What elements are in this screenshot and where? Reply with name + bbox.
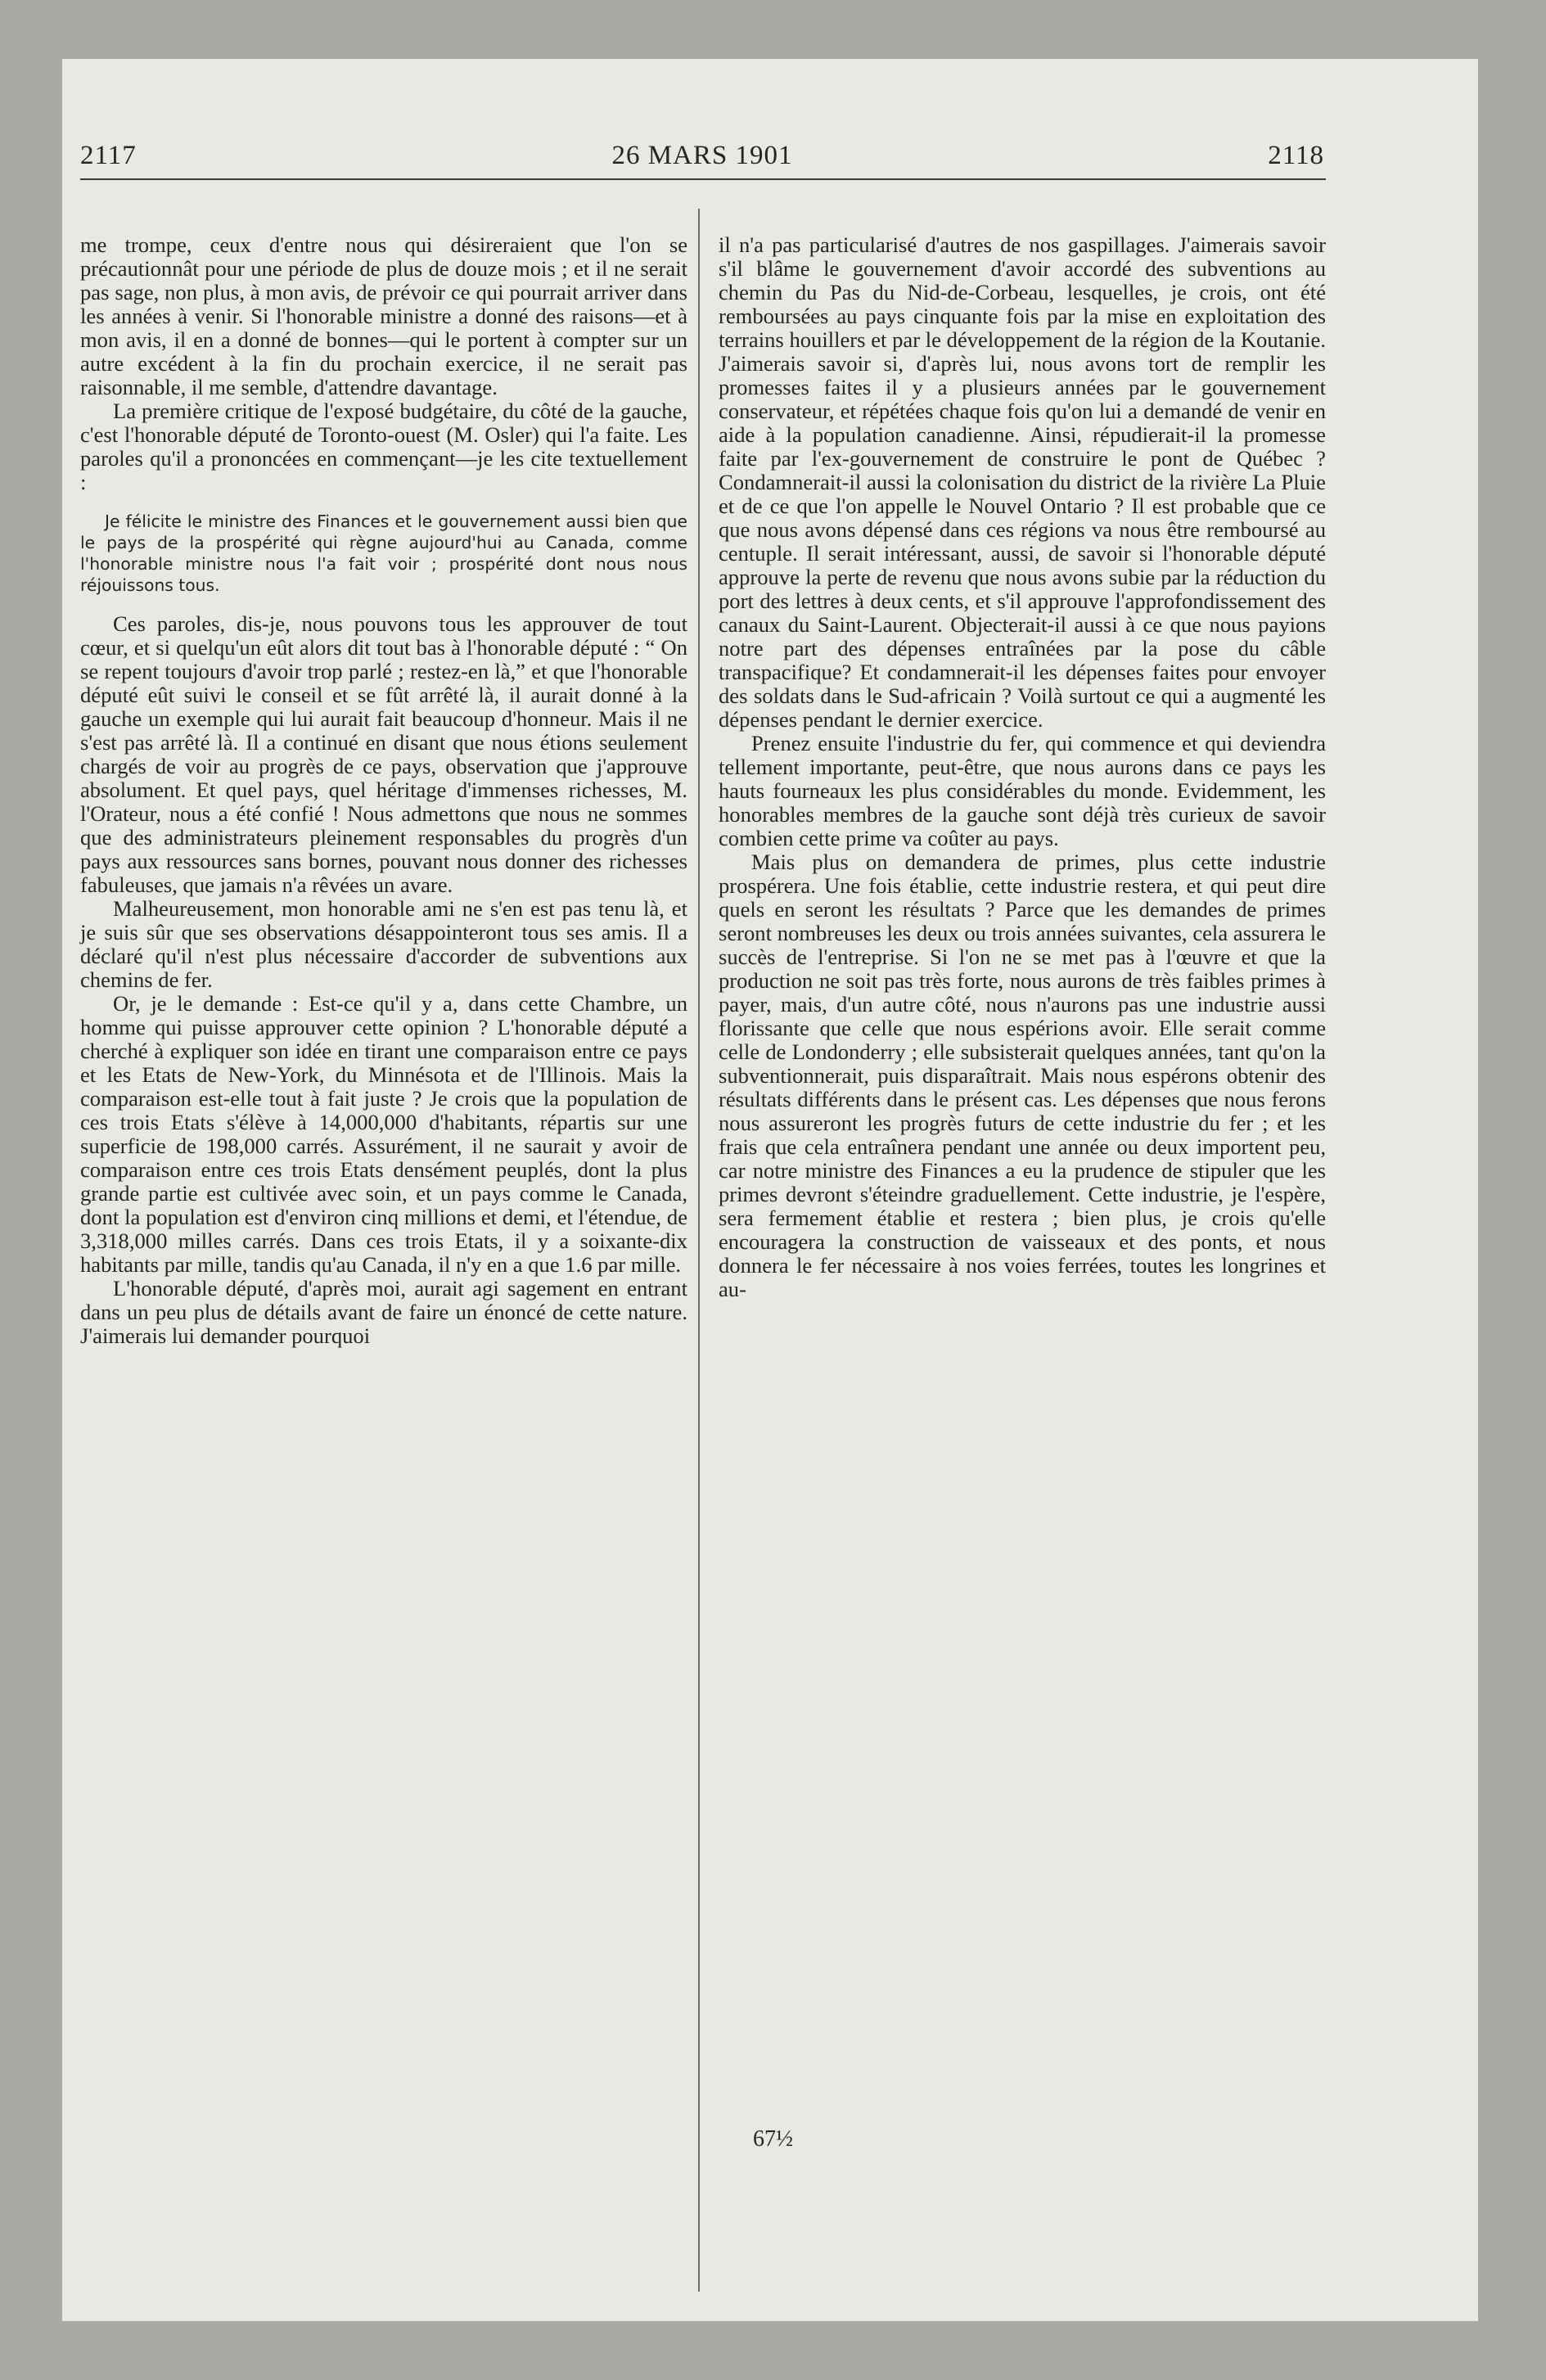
paragraph: L'honorable député, d'après moi, aurait agi sagement en entrant dans un peu plus de détails avant de faire un énoncé de cette nature. J'aimerais lui demander pourquoi bbox=[80, 1276, 687, 1348]
paragraph: Ces paroles, dis-je, nous pouvons tous les approuver de tout cœur, et si quelqu'un eût alors dit tout bas à l'honorable député : “ On se repent toujours d'avoir trop parlé ; restez-en là,” et que l'honorable député eût suivi le conseil et se fût arrêté là, il aurait donné à la gauche un exemple qui lui aurait fait beaucoup d'honneur. Mais il ne s'est pas arrêté là. Il a continué en disant que nous étions seulement chargés de voir au progrès de ce pays, observation que j'approuve absolument. Et quel pays, quel héritage d'immenses richesses, M. l'Orateur, nous a été confié ! Nous admettons que nous ne sommes que des administrateurs pleinement responsables du progrès d'un pays aux ressources sans bornes, pouvant nous donner des richesses fabuleuses, que jamais n'a rêvées un avare. bbox=[80, 611, 687, 897]
paragraph: Malheureusement, mon honorable ami ne s'en est pas tenu là, et je suis sûr que ses observations désappointeront tous ses amis. Il a déclaré qu'il n'est plus nécessaire d'accorder de subventions aux chemins de fer. bbox=[80, 896, 687, 992]
block-quote: Je félicite le ministre des Finances et le gouvernement aussi bien que le pays de la prospérité qui règne aujourd'hui au Canada, comme l'honorable ministre nous l'a fait voir ; prospérité dont nous nous réjouissons tous. bbox=[80, 512, 687, 595]
paragraph: me trompe, ceux d'entre nous qui désireraient que l'on se précautionnât pour une période de plus de douze mois ; et il ne serait pas sage, non plus, à mon avis, de prévoir ce qui pourrait arriver dans les années à venir. Si l'honorable ministre a donné des raisons—et à mon avis, il en a donné de bonnes—qui le portent à compter sur un autre excédent à la fin du prochain exercice, il ne serait pas raisonnable, il me semble, d'attendre davantage. bbox=[80, 232, 687, 399]
header-date: 26 MARS 1901 bbox=[611, 141, 793, 170]
right-column bbox=[719, 233, 1326, 1301]
paragraph: La première critique de l'exposé budgétaire, du côté de la gauche, c'est l'honorable député de Toronto-ouest (M. Osler) qui l'a faite. Les paroles qu'il a prononcées en commençant—je les cite textuellement : bbox=[80, 399, 687, 494]
page-header bbox=[80, 141, 1324, 180]
left-column bbox=[80, 233, 687, 1348]
paragraph: Mais plus on demandera de primes, plus cette industrie prospérera. Une fois établie, cette industrie restera, et qui peut dire quels en seront les résultats ? Parce que les demandes de primes seront nombreuses les deux ou trois années suivantes, cela assurera le succès de l'entreprise. Si l'on ne se met pas à l'œuvre et que la production ne soit pas très forte, nous aurons de très faibles primes à payer, mais, d'un autre côté, nous n'aurons pas une industrie aussi florissante que celle que nous espérions avoir. Elle serait comme celle de Londonderry ; elle subsisterait quelques années, tant qu'on la subventionnerait, puis disparaîtrait. Mais nous espérons obtenir des résultats différents dans le présent cas. Les dépenses que nous ferons nous assureront les progrès futurs de cette industrie du fer ; et les frais que cela entraînera pendant une année ou deux importent peu, car notre ministre des Finances a eu la prudence de stipuler que les primes devront s'éteindre graduellement. Cette industrie, je l'espère, sera fermement établie et restera ; bien plus, je crois qu'elle encouragera la construction de vaisseaux et des ponts, et nous donnera le fer nécessaire à nos voies ferrées, toutes les longrines et au- bbox=[719, 850, 1326, 1301]
column-divider bbox=[698, 209, 700, 2292]
page-folio: 67½ bbox=[753, 2126, 793, 2152]
paragraph: il n'a pas particularisé d'autres de nos gaspillages. J'aimerais savoir s'il blâme le gouvernement d'avoir accordé des subventions au chemin du Pas du Nid-de-Corbeau, lesquelles, je crois, ont été remboursées au pays cinquante fois par la mise en exploitation des terrains houillers et par le développement de la région de la Koutanie. J'aimerais savoir si, d'après lui, nous avons tort de remplir les promesses faites il y a plusieurs années par le gouvernement conservateur, et répétées chaque fois qu'on lui a demandé de venir en aide à la population canadienne. Ainsi, répudierait-il la promesse faite par l'ex-gouvernement de construire le pont de Québec ? Condamnerait-il aussi la colonisation du district de la rivière La Pluie et de ce que l'on appelle le Nouvel Ontario ? Il est probable que ce que nous avons dépensé dans ces régions va nous être remboursé au centuple. Il serait intéressant, aussi, de savoir si l'honorable député approuve la perte de revenu que nous avons subie par la réduction du port des lettres à deux cents, et s'il approuve l'approfondissement des canaux du Saint-Laurent. Objecterait-il aussi à ce que nous payions notre part des dépenses entraînées par la pose du câble transpacifique? Et condamnerait-il les dépenses faites pour envoyer des soldats dans le Sud-africain ? Voilà surtout ce qui a augmenté les dépenses pendant le dernier exercice. bbox=[719, 232, 1326, 732]
header-page-number-left: 2117 bbox=[80, 141, 137, 170]
header-page-number-right: 2118 bbox=[1268, 141, 1324, 170]
header-rule bbox=[80, 178, 1326, 180]
paragraph: Prenez ensuite l'industrie du fer, qui commence et qui deviendra tellement importante, peut-être, que nous aurons dans ce pays les hauts fourneaux les plus considérables du monde. Evidemment, les honorables membres de la gauche sont déjà très curieux de savoir combien cette prime va coûter au pays. bbox=[719, 731, 1326, 850]
paragraph: Or, je le demande : Est-ce qu'il y a, dans cette Chambre, un homme qui puisse approuver cette opinion ? L'honorable député a cherché à expliquer son idée en tirant une comparaison entre ce pays et les Etats de New-York, du Minnésota et de l'Illinois. Mais la comparaison est-elle tout à fait juste ? Je crois que la population de ces trois Etats s'élève à 14,000,000 d'habitants, répartis sur une superficie de 198,000 carrés. Assurément, il ne saurait y avoir de comparaison entre ces trois Etats densément peuplés, dont la plus grande partie est cultivée avec soin, et un pays comme le Canada, dont la population est d'environ cinq millions et demi, et l'étendue, de 3,318,000 milles carrés. Dans ces trois Etats, il y a soixante-dix habitants par mille, tandis qu'au Canada, il n'y en a que 1.6 par mille. bbox=[80, 991, 687, 1277]
